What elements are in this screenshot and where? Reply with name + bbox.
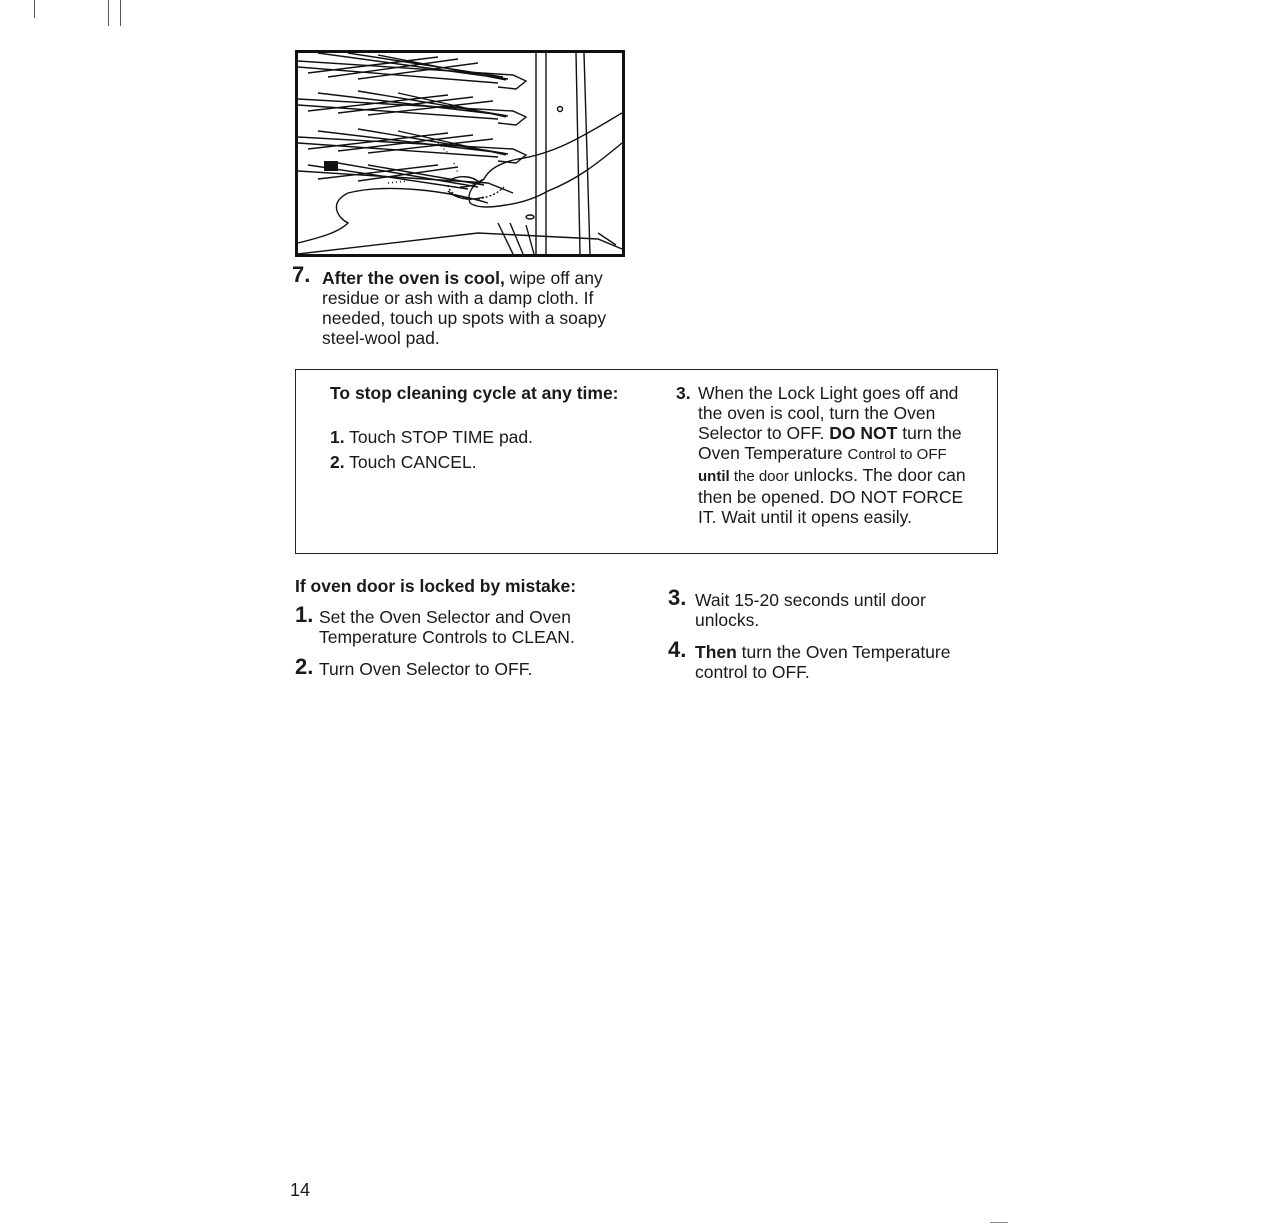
locked-step-4-number: 4.	[668, 637, 687, 662]
stop-step-3-text-a: When the Lock Light goes off and the oven is cool, turn the Oven Selector to OFF.	[698, 383, 959, 443]
locked-step-3-number: 3.	[668, 585, 687, 610]
locked-step-3	[668, 585, 988, 630]
step-7-number: 7.	[292, 262, 311, 287]
locked-step-2-number: 2.	[295, 654, 314, 679]
locked-step-1-text: Set the Oven Selector and Oven Temperature Controls to CLEAN.	[319, 607, 575, 647]
locked-step-1-number: 1.	[295, 602, 314, 627]
stop-step-1	[330, 427, 533, 447]
stop-step-3-text-d: the door	[729, 468, 789, 485]
stop-step-1-text: Touch STOP TIME pad.	[349, 427, 534, 447]
stop-step-3-number: 3.	[676, 383, 691, 403]
stop-step-3	[676, 383, 976, 527]
stop-step-3-text-e: unlocks. The door can then be opened. DO NOT FORCE IT. Wait until it opens easily.	[698, 465, 966, 527]
page-number: 14	[290, 1180, 311, 1200]
stop-step-1-number: 1.	[330, 427, 345, 447]
step-7-text: wipe off any residue or ash with a damp cloth. If needed, touch up spots with a soapy steel-wool pad.	[322, 268, 607, 348]
stop-step-3-do-not: DO NOT	[829, 423, 898, 443]
locked-step-1	[295, 602, 615, 647]
stop-cycle-heading: To stop cleaning cycle at any time:	[330, 383, 619, 403]
step-7-lead: After the oven is cool,	[322, 268, 505, 288]
stop-step-3-text-c: Control to OFF	[847, 446, 947, 463]
stop-step-2-number: 2.	[330, 452, 345, 472]
locked-step-4-lead: Then	[695, 642, 737, 662]
locked-step-2-text: Turn Oven Selector to OFF.	[319, 659, 533, 679]
locked-step-2	[295, 654, 615, 679]
locked-step-3-text: Wait 15-20 seconds until door unlocks.	[695, 590, 926, 630]
scan-mark	[120, 0, 121, 26]
scan-mark	[108, 0, 109, 26]
step-7	[292, 262, 612, 348]
oven-rack-hand-drawing	[298, 53, 622, 254]
locked-heading: If oven door is locked by mistake:	[295, 576, 577, 596]
stop-step-2	[330, 452, 477, 472]
locked-step-4	[668, 637, 988, 682]
scan-mark	[34, 0, 35, 18]
oven-wiping-illustration	[295, 50, 625, 257]
stop-step-3-until: until	[698, 468, 730, 485]
scan-mark	[990, 1222, 1008, 1223]
locked-step-4-text: turn the Oven Temperature control to OFF.	[695, 642, 951, 682]
stop-step-2-text: Touch CANCEL.	[349, 452, 477, 472]
stop-step-3-text-b: turn the Oven Temperature	[698, 423, 962, 463]
